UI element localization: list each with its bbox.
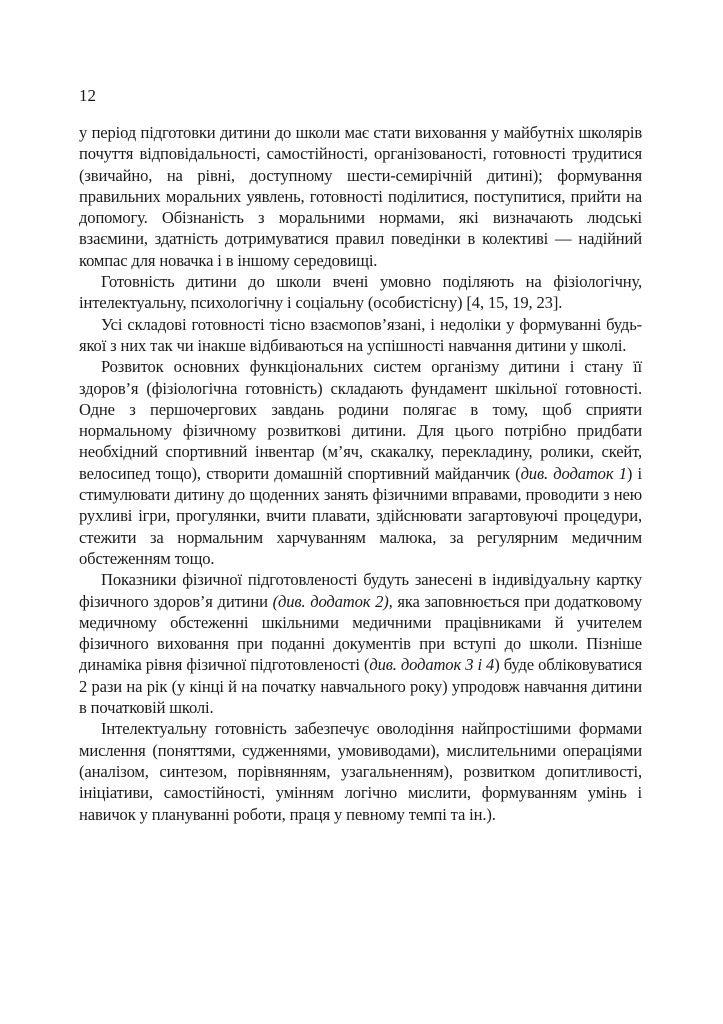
appendix-reference: див. додаток 1 <box>520 463 627 483</box>
paragraph-text: Показники фізичної підготовленості будуть занесені в індивідуальну картку фізичного здоров’я дитини <box>79 570 642 611</box>
paragraph-1 <box>79 122 642 271</box>
paragraph-text: , яка заповнюється при додатковому медичному обстеженні шкільними медичними працівниками й учителем фізичного виховання при поданні документів при вступі до школи. Пізніше динаміка рівня фізичної підготовленості ( <box>79 591 642 675</box>
paragraph-text: Усі складові готовності тісно взаємопов’язані, і недоліки у формуванні будь-якої з них так чи інакше відбиваються на успішності навчання дитини у школі. <box>79 314 642 355</box>
paragraph-text: ) буде обліковуватися 2 рази на рік (у кінці й на початку навчального року) упродовж навчання дитини в початковій школі. <box>79 655 642 718</box>
paragraph-4 <box>79 356 642 569</box>
body-text <box>79 122 642 825</box>
appendix-reference: (див. додаток 2) <box>272 591 389 611</box>
paragraph-6 <box>79 718 642 824</box>
paragraph-text: ) і стимулювати дитину до щоденних занять фізичними вправами, проводити з нею рухливі ігри, прогулянки, вчити плавати, здійснювати загартовуючі процедури, стежити за нормальним харчуванням малюка, за регулярним медичним обстеженням тощо. <box>79 463 642 568</box>
paragraph-5 <box>79 569 642 718</box>
paragraph-3 <box>79 314 642 357</box>
paragraph-text: Готовність дитини до школи вчені умовно поділяють на фізіологічну, інтелектуальну, психологічну і соціальну (особистісну) [4, 15, 19, 23]. <box>79 272 642 313</box>
paragraph-2 <box>79 271 642 314</box>
paragraph-text: у період підготовки дитини до школи має стати виховання у майбутніх школярів почуття відповідальності, самостійності, організованості, готовності трудитися (звичайно, на рівні, доступному шести-семирічній дитині); формування правильних моральних уявлень, готовності поділитися, поступитися, прийти на допомогу. Обізнаність з моральними нормами, які визначають людські взаємини, здатність дотримуватися правил поведінки в колективі — надійний компас для новачка і в іншому середовищі. <box>79 123 642 270</box>
page-number: 12 <box>79 86 96 105</box>
paragraph-text: Інтелектуальну готовність забезпечує оволодіння найпростішими формами мислення (поняттями, судженнями, умовиводами), мислительними операціями (аналізом, синтезом, порівнянням, узагальненням), розвитком допитливості, ініціативи, самостійності, умінням логічно мислити, формуванням умінь і навичок у плануванні роботи, праця у певному темпі та ін.). <box>79 719 642 824</box>
paragraph-text: Розвиток основних функціональних систем організму дитини і стану її здоров’я (фізіологічна готовність) складають фундамент шкільної готовності. Одне з першочергових завдань родини полягає в тому, щоб сприяти нормальному фізичному розвиткові дитини. Для цього потрібно придбати необхідний спортивний інвентар (м’яч, скакалку, перекладину, ролики, скейт, велосипед тощо), створити домашній спортивний майданчик ( <box>79 357 642 483</box>
appendix-reference: див. додаток 3 і 4 <box>369 655 495 675</box>
